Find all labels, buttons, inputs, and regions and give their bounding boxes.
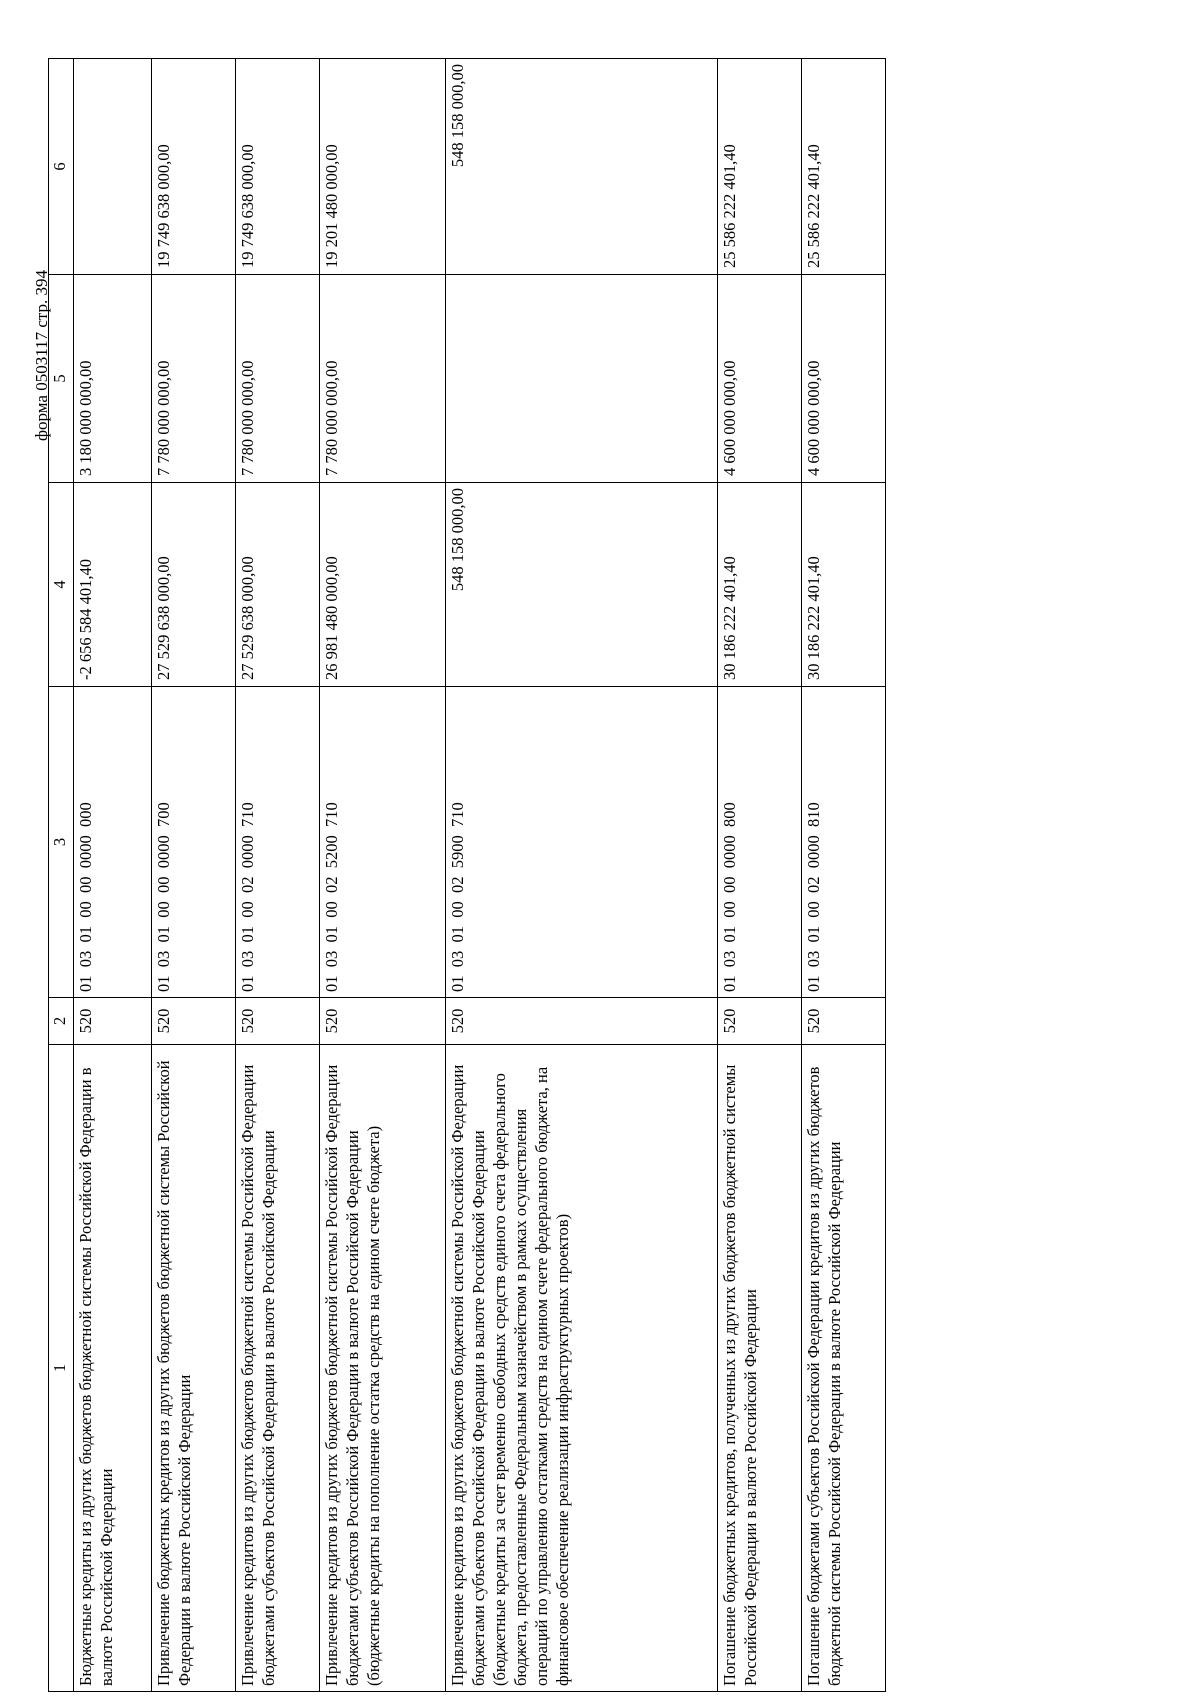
table-row <box>152 59 236 1692</box>
table-row <box>236 59 320 1692</box>
line-code: 520 <box>718 998 802 1045</box>
table-row <box>446 59 718 1692</box>
kbk-code: 01 03 01 00 02 0000 810 <box>802 687 886 998</box>
row-name: Погашение бюджетами субъектов Российской Федерации кредитов из других бюджетов бюджетной системы Российской Федерации в валюте Российской Федерации <box>802 1045 886 1692</box>
col6-value: 25 586 222 401,40 <box>802 59 886 275</box>
col5-value: 3 180 000 000,00 <box>74 275 152 483</box>
col4-value: 30 186 222 401,40 <box>802 483 886 687</box>
column-number: 6 <box>49 59 74 275</box>
line-code: 520 <box>802 998 886 1045</box>
col6-value: 19 201 480 000,00 <box>320 59 446 275</box>
budget-table <box>48 58 886 1692</box>
col6-value: 19 749 638 000,00 <box>152 59 236 275</box>
row-name: Бюджетные кредиты из других бюджетов бюджетной системы Российской Федерации в валюте Российской Федерации <box>74 1045 152 1692</box>
kbk-code: 01 03 01 00 00 0000 700 <box>152 687 236 998</box>
column-number-row <box>49 59 74 1692</box>
col6-value: 25 586 222 401,40 <box>718 59 802 275</box>
line-code: 520 <box>152 998 236 1045</box>
col6-value <box>74 59 152 275</box>
col6-value: 19 749 638 000,00 <box>236 59 320 275</box>
table-row <box>74 59 152 1692</box>
line-code: 520 <box>74 998 152 1045</box>
line-code: 520 <box>320 998 446 1045</box>
col5-value: 4 600 000 000,00 <box>718 275 802 483</box>
kbk-code: 01 03 01 00 00 0000 800 <box>718 687 802 998</box>
table-row <box>320 59 446 1692</box>
kbk-code: 01 03 01 00 00 0000 000 <box>74 687 152 998</box>
kbk-code: 01 03 01 00 02 5900 710 <box>446 687 718 998</box>
column-number: 2 <box>49 998 74 1045</box>
row-name: Привлечение кредитов из других бюджетов бюджетной системы Российской Федерации бюджетами субъектов Российской Федерации в валюте Российской Федерации (бюджетные кредиты на пополнение остатка средств на едином счете бюджета) <box>320 1045 446 1692</box>
col4-value: 27 529 638 000,00 <box>152 483 236 687</box>
col4-value: 26 981 480 000,00 <box>320 483 446 687</box>
col4-value: 27 529 638 000,00 <box>236 483 320 687</box>
col6-value: 548 158 000,00 <box>446 59 718 275</box>
column-number: 1 <box>49 1045 74 1692</box>
row-name: Привлечение бюджетных кредитов из других бюджетов бюджетной системы Российской Федерации в валюте Российской Федерации <box>152 1045 236 1692</box>
column-number: 3 <box>49 687 74 998</box>
col5-value: 7 780 000 000,00 <box>236 275 320 483</box>
row-name: Погашение бюджетных кредитов, полученных из других бюджетов бюджетной системы Российской Федерации в валюте Российской Федерации <box>718 1045 802 1692</box>
kbk-code: 01 03 01 00 02 0000 710 <box>236 687 320 998</box>
column-number: 4 <box>49 483 74 687</box>
col4-value: -2 656 584 401,40 <box>74 483 152 687</box>
col5-value: 4 600 000 000,00 <box>802 275 886 483</box>
col5-value: 7 780 000 000,00 <box>320 275 446 483</box>
col4-value: 548 158 000,00 <box>446 483 718 687</box>
column-number: 5 <box>49 275 74 483</box>
row-name: Привлечение кредитов из других бюджетов бюджетной системы Российской Федерации бюджетами субъектов Российской Федерации в валюте Российской Федерации <box>236 1045 320 1692</box>
table-row <box>718 59 802 1692</box>
kbk-code: 01 03 01 00 02 5200 710 <box>320 687 446 998</box>
line-code: 520 <box>236 998 320 1045</box>
line-code: 520 <box>446 998 718 1045</box>
form-page-label: форма 0503117 стр. 394 <box>32 270 51 441</box>
row-name: Привлечение кредитов из других бюджетов бюджетной системы Российской Федерации бюджетами субъектов Российской Федерации в валюте Российской Федерации (бюджетные кредиты за счет временно свободных средств единого счета федерального бюджета, предоставленные Федеральным казначейством в рамках осуществления операций по управлению остатками средств на едином счете федерального бюджета, на финансовое обеспечение реализации инфраструктурных проектов) <box>446 1045 718 1692</box>
col5-value <box>446 275 718 483</box>
table-row <box>802 59 886 1692</box>
col4-value: 30 186 222 401,40 <box>718 483 802 687</box>
col5-value: 7 780 000 000,00 <box>152 275 236 483</box>
